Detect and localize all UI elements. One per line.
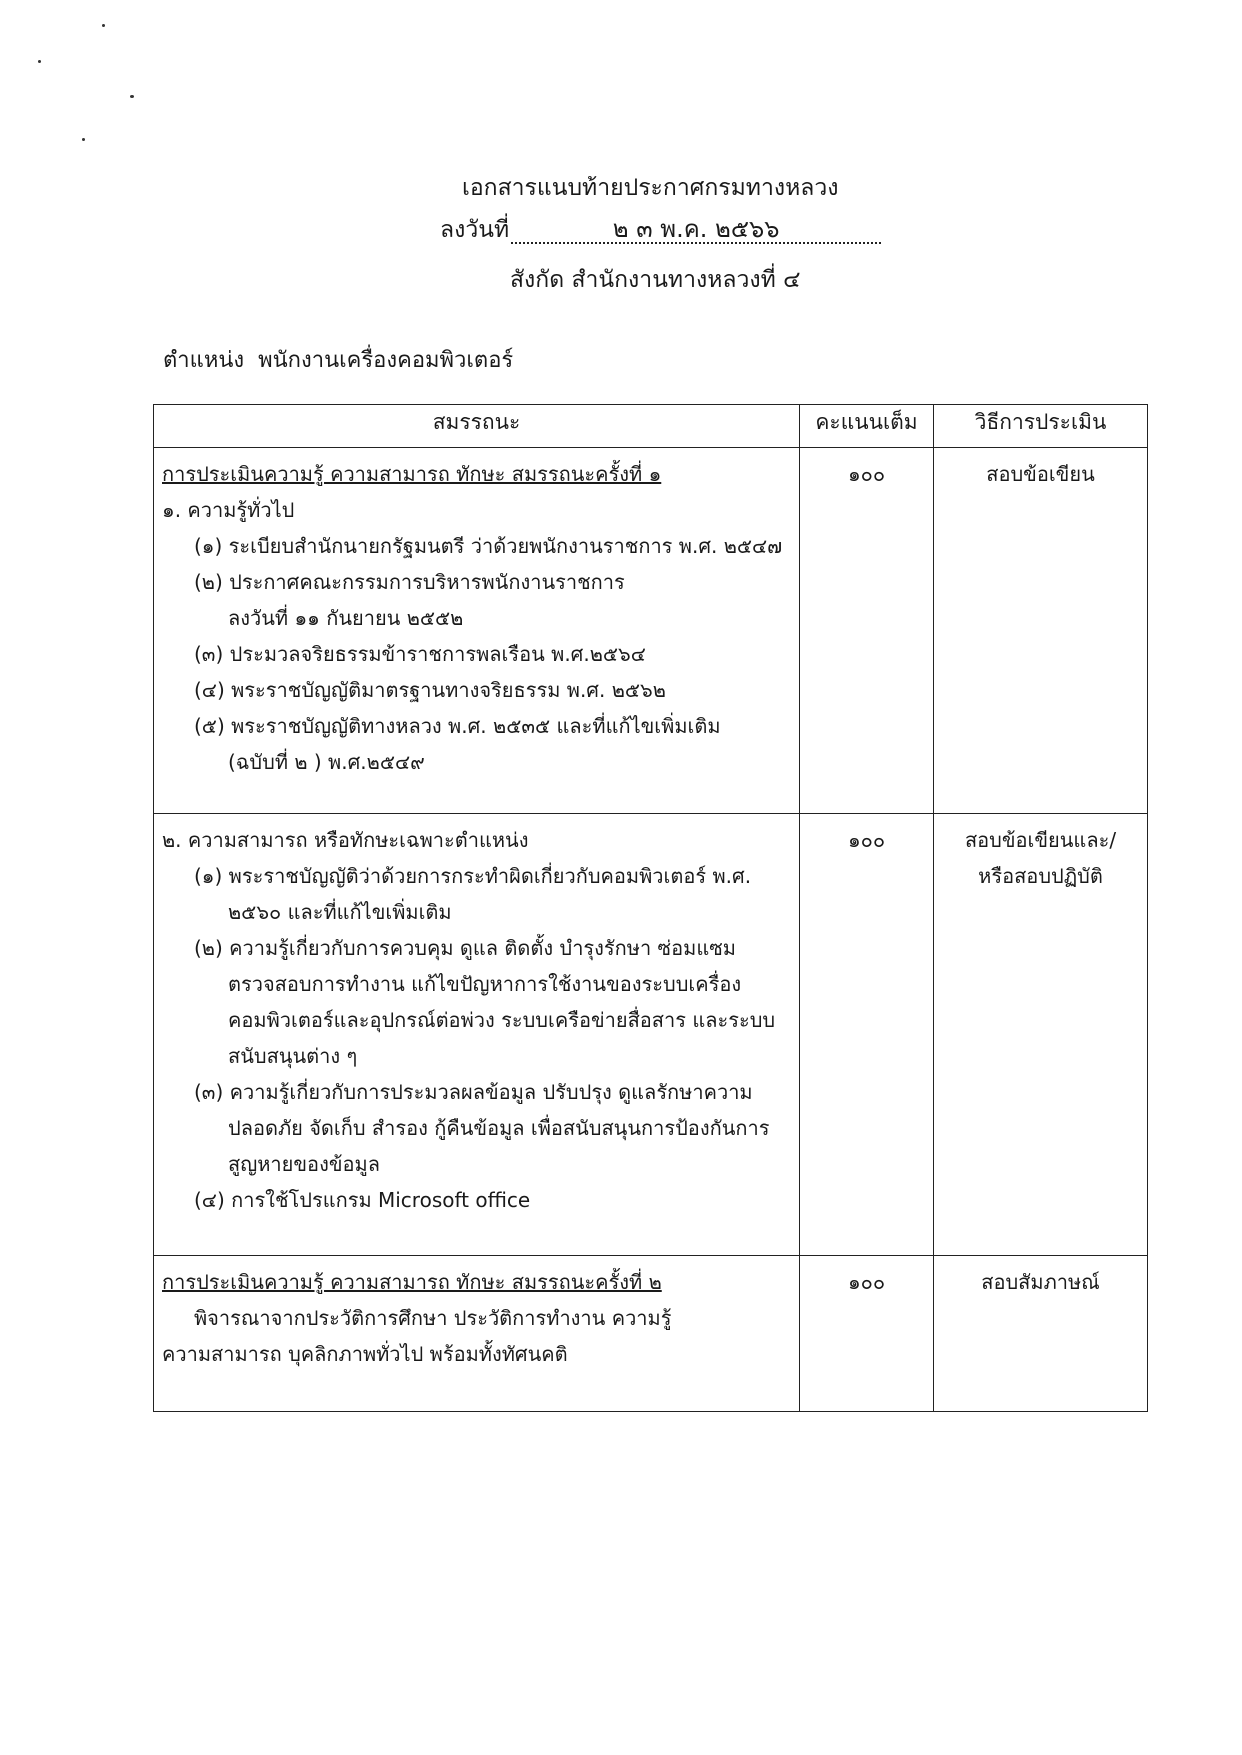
list-item: (๒) ความรู้เกี่ยวกับการควบคุม ดูแล ติดตั้ง บำรุงรักษา ซ่อมแซม xyxy=(194,936,736,960)
competency-table xyxy=(153,404,1148,1412)
scan-speck xyxy=(130,95,134,98)
list-item-continuation: ตรวจสอบการทำงาน แก้ไขปัญหาการใช้งานของระบบเครื่อง xyxy=(228,972,742,996)
list-item-continuation: ลงวันที่ ๑๑ กันยายน ๒๕๕๒ xyxy=(228,606,464,630)
competency-cell xyxy=(154,814,800,1256)
list-item-continuation: (ฉบับที่ ๒ ) พ.ศ.๒๕๔๙ xyxy=(228,750,425,774)
competency-cell xyxy=(154,1256,800,1412)
table-row xyxy=(154,1256,1148,1412)
list-item-continuation: ๒๕๖๐ และที่แก้ไขเพิ่มเติม xyxy=(228,900,452,924)
method-cell xyxy=(934,1256,1148,1412)
list-item: (๑) พระราชบัญญัติว่าด้วยการกระทำผิดเกี่ยวกับคอมพิวเตอร์ พ.ศ. xyxy=(194,864,752,888)
method-text: สอบข้อเขียนและ/ xyxy=(964,828,1117,852)
list-item: (๕) พระราชบัญญัติทางหลวง พ.ศ. ๒๕๓๕ และที่แก้ไขเพิ่มเติม xyxy=(194,714,721,738)
method-text: สอบสัมภาษณ์ xyxy=(981,1270,1100,1294)
table-header-row xyxy=(154,405,1148,448)
competency-cell xyxy=(154,448,800,814)
scan-speck xyxy=(82,138,85,141)
header-title: เอกสารแนบท้ายประกาศกรมทางหลวง xyxy=(462,175,839,201)
topic-heading: ๒. ความสามารถ หรือทักษะเฉพาะตำแหน่ง xyxy=(162,828,529,852)
list-item: (๔) การใช้โปรแกรม Microsoft office xyxy=(194,1188,531,1212)
table-row xyxy=(154,814,1148,1256)
header-method: วิธีการประเมิน xyxy=(934,405,1148,448)
header-competency: สมรรถนะ xyxy=(154,405,800,448)
method-text: สอบข้อเขียน xyxy=(986,462,1095,486)
position-value: พนักงานเครื่องคอมพิวเตอร์ xyxy=(258,348,514,373)
list-item: (๑) ระเบียบสำนักนายกรัฐมนตรี ว่าด้วยพนักงานราชการ พ.ศ. ๒๕๔๗ xyxy=(194,534,783,558)
method-cell xyxy=(934,814,1148,1256)
list-item: (๔) พระราชบัญญัติมาตรฐานทางจริยธรรม พ.ศ. ๒๕๖๒ xyxy=(194,678,666,702)
list-item-continuation: สูญหายของข้อมูล xyxy=(228,1152,380,1176)
list-item: (๓) ประมวลจริยธรรมข้าราชการพลเรือน พ.ศ.๒๕๖๔ xyxy=(194,642,646,666)
topic-heading: ๑. ความรู้ทั่วไป xyxy=(162,498,295,522)
method-text: หรือสอบปฏิบัติ xyxy=(978,864,1103,888)
position-label: ตำแหน่ง xyxy=(163,348,245,373)
list-item-continuation: ปลอดภัย จัดเก็บ สำรอง กู้คืนข้อมูล เพื่อสนับสนุนการป้องกันการ xyxy=(228,1116,770,1140)
full-score-cell: ๑๐๐ xyxy=(800,814,934,1256)
table-row xyxy=(154,448,1148,814)
header-affiliation: สังกัด สำนักงานทางหลวงที่ ๔ xyxy=(510,267,801,293)
header-date-line xyxy=(440,212,881,248)
description-line: พิจารณาจากประวัติการศึกษา ประวัติการทำงาน ความรู้ xyxy=(194,1306,672,1330)
section-title: การประเมินความรู้ ความสามารถ ทักษะ สมรรถนะครั้งที่ ๒ xyxy=(162,1270,662,1294)
full-score-cell: ๑๐๐ xyxy=(800,1256,934,1412)
description-line: ความสามารถ บุคลิกภาพทั่วไป พร้อมทั้งทัศนคติ xyxy=(162,1342,568,1366)
list-item-continuation: คอมพิวเตอร์และอุปกรณ์ต่อพ่วง ระบบเครือข่ายสื่อสาร และระบบ xyxy=(228,1008,776,1032)
scan-speck xyxy=(102,24,105,27)
scan-speck xyxy=(38,60,41,63)
list-item: (๓) ความรู้เกี่ยวกับการประมวลผลข้อมูล ปรับปรุง ดูแลรักษาความ xyxy=(194,1080,753,1104)
method-cell xyxy=(934,448,1148,814)
full-score-cell: ๑๐๐ xyxy=(800,448,934,814)
list-item: (๒) ประกาศคณะกรรมการบริหารพนักงานราชการ xyxy=(194,570,625,594)
date-value: ๒ ๓ พ.ค. ๒๕๖๖ xyxy=(511,216,881,244)
section-title: การประเมินความรู้ ความสามารถ ทักษะ สมรรถนะครั้งที่ ๑ xyxy=(162,462,662,486)
header-full-score: คะแนนเต็ม xyxy=(800,405,934,448)
date-label: ลงวันที่ xyxy=(440,217,510,243)
position-line xyxy=(163,342,513,377)
list-item-continuation: สนับสนุนต่าง ๆ xyxy=(228,1044,358,1068)
